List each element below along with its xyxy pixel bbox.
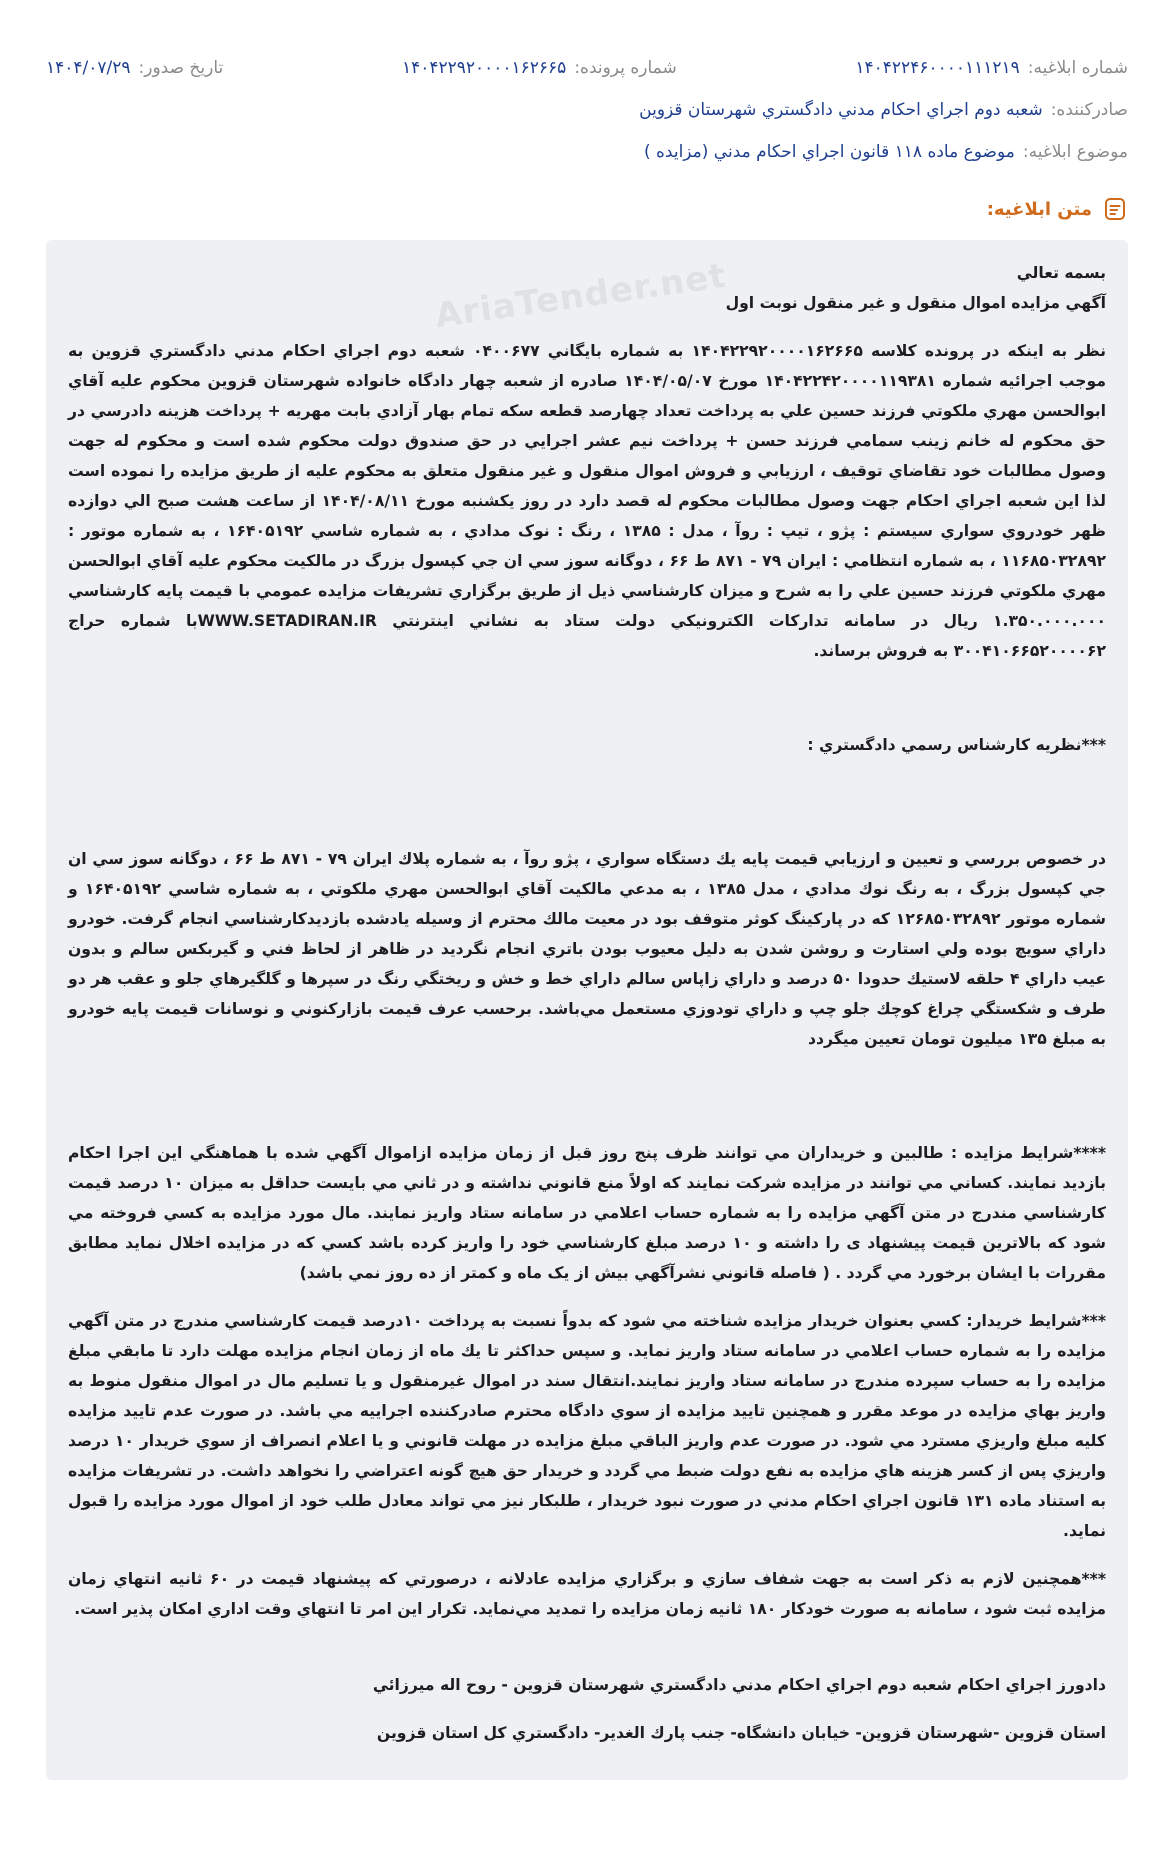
- buyer-terms-paragraph: ***شرايط خريدار: كسي بعنوان خريدار مزايده شناخته مي شود كه بدواً نسبت به پرداخت ۱۰درصد قيمت كارشناسي مندرج در متن آگهي مزايده را به شماره حساب اعلامي در سامانه ستاد واريز نمايد. و سپس حداكثر تا يك ماه از زمان انجام مزايده مهلت دارد تا مابقي مبلغ مزايده را به حساب سپرده مندرج در سامانه ستاد واريز نمايند.انتقال سند در اموال غيرمنقول و يا تسليم مال در اموال منقول منوط به واريز بهاي مزايده در موعد مقرر و همچنين تاييد مزايده از سوي دادگاه محترم صادركننده اجراييه مي باشد. در صورت عدم تاييد مزايده كليه مبلغ واريزي مسترد مي شود. در صورت عدم واريز الباقي مبلغ مزايده در مهلت قانوني و يا اعلام انصراف از سوي خريدار ۱۰ درصد واريزي پس از كسر هزينه هاي مزايده به نفع دولت ضبط مي گردد و خريدار حق هيچ گونه اعتراضي را نخواهد داشت. در تشريفات مزايده به استناد ماده ۱۳۱ قانون اجراي احكام مدني در صورت نبود خريدار ، طلبكار نيز مي تواند معادل طلب خود از اموال مورد مزايده را قبول نمايد.: [68, 1312, 1106, 1540]
- issuer: [46, 92, 1128, 128]
- notice-number-label: شماره ابلاغیه:: [1027, 58, 1128, 78]
- issue-date-label: تاریخ صدور:: [138, 58, 224, 78]
- notice-number: [855, 58, 1128, 78]
- subject-label: موضوع ابلاغیه:: [1022, 142, 1128, 162]
- notice-heading: آگهي مزايده اموال منقول و غير منقول نوبت اول: [725, 294, 1106, 312]
- address: استان قزوين -شهرستان قزوين- خيابان دانشگاه- جنب پارك الغدير- دادگستري كل استان قزوين: [376, 1724, 1106, 1742]
- expert-heading: ***نظريه كارشناس رسمي دادگستري :: [807, 736, 1106, 754]
- notice-number-value: ۱۴۰۴۲۲۴۶۰۰۰۰۱۱۱۲۱۹: [855, 58, 1020, 78]
- extension-note-paragraph: ***همچنين لازم به ذكر است به جهت شفاف سازي و برگزاري مزايده عادلانه ، درصورتي كه پيشنهاد قيمت در ۶۰ ثانيه انتهاي زمان مزايده ثبت شود ، سامانه به صورت خودكار ۱۸۰ ثانيه زمان مزايده را تمديد مي‌نمايد. تكرار اين امر تا انتهاي وقت اداري امكان پذير است.: [68, 1570, 1106, 1618]
- intro-paragraph: نظر به اينكه در پرونده كلاسه ۱۴۰۴۲۲۹۲۰۰۰۰۱۶۲۶۶۵ به شماره بايگاني ۰۴۰۰۶۷۷ شعبه دوم اجراي احكام مدني دادگستري قزوين به موجب اجرائيه شماره ۱۴۰۴۲۲۴۲۰۰۰۰۱۱۹۳۸۱ مورخ ۱۴۰۴/۰۵/۰۷ صادره از شعبه چهار دادگاه خانواده شهرستان قزوين محكوم عليه آقاي ابوالحسن مهري ملكوتي فرزند حسين علي به پرداخت تعداد چهارصد قطعه سكه تمام بهار آزادي بابت مهريه + پرداخت هزينه دادرسي در حق محكوم له خانم زينب سمامي فرزند حسن + پرداخت نيم عشر اجرايي در حق صندوق دولت محكوم شده است و محكوم له جهت وصول مطالبات خود تقاضاي توقيف ، ارزيابي و فروش اموال منقول و غير منقول متعلق به محكوم عليه از طريق مزايده را نموده است لذا اين شعبه اجراي احكام جهت وصول مطالبات محكوم له قصد دارد در روز يكشنبه مورخ ۱۴۰۴/۰۸/۱۱ از ساعت هشت صبح الي دوازده ظهر خودروي سواري سيستم : پژو ، تيپ : روآ ، مدل : ۱۳۸۵ ، رنگ : نوک مدادي ، به شماره شاسي ۱۶۴۰۵۱۹۲ ، به شماره موتور : ۱۱۶۸۵۰۳۲۸۹۲ ، به شماره انتظامي : ايران ۷۹ - ۸۷۱ ط ۶۶ ، دوگانه سوز سي ان جي كپسول بزرگ در مالكيت محكوم عليه آقاي ابوالحسن مهري ملكوتي فرزند حسين علي را به شرح و ميزان كارشناسي ذيل از طريق برگزاري تشريفات مزايده عمومي با قيمت پايه كارشناسي ۱.۳۵۰.۰۰۰.۰۰۰ ريال در سامانه تداركات الكترونيكي دولت ستاد به نشاني اينترنتي WWW.SETADIRAN.IRبا شماره حراج ۳۰۰۴۱۰۶۶۵۲۰۰۰۰۶۲ به فروش برساند.: [68, 342, 1106, 660]
- auction-terms-paragraph: ****شرايط مزايده : طالبين و خريداران مي توانند ظرف پنج روز قبل از زمان مزايده ازاموال آگهي شده با هماهنگي اين اجرا احكام بازديد نمايند. كساني مي توانند در مزايده شركت نمايند كه اولاً منع قانوني نداشته و در ثاني مي بايست حداقل به ميزان ۱۰ درصد قيمت كارشناسي مندرج در متن آگهي مزايده را به شماره حساب اعلامي در سامانه ستاد واريز نمايند. مال مورد مزايده به كسي فروخته مي شود كه بالاترين قيمت پيشنهاد ی را داشته و ۱۰ درصد مبلغ كارشناسي خود را واريز كرده باشد كسي كه در مزايده اخلال نمايد مطابق مقررات با ايشان برخورد مي گردد . ( فاصله قانوني نشرآگهي بيش از يک ماه و کمتر از ده روز نمي باشد): [68, 1144, 1107, 1282]
- case-number: [402, 58, 677, 78]
- notice-meta-row: [46, 50, 1128, 86]
- notice-header: [46, 50, 1128, 170]
- case-number-label: شماره پرونده:: [574, 58, 677, 78]
- section-title-text: متن ابلاغیه:: [986, 198, 1092, 220]
- issuer-label: صادرکننده:: [1050, 100, 1128, 120]
- subject: [46, 134, 1128, 170]
- signature: دادورز اجراي احكام شعبه دوم اجراي احكام مدني دادگستري شهرستان قزوين - روح اله ميرزائي: [372, 1676, 1106, 1694]
- issue-date-value: ۱۴۰۴/۰۷/۲۹: [46, 58, 131, 78]
- expert-paragraph: در خصوص بررسي و تعيين و ارزيابي قيمت پايه يك دستگاه سواري ، پژو روآ ، به شماره پلاك ايران ۷۹ - ۸۷۱ ط ۶۶ ، دوگانه سوز سي ان جي كپسول بزرگ ، به رنگ نوك مدادي ، مدل ۱۳۸۵ ، به مدعي مالكيت آقاي ابوالحسن مهري ملكوتي ، به شماره شاسي ۱۶۴۰۵۱۹۲ و شماره موتور ۱۲۶۸۵۰۳۲۸۹۲ كه در پاركينگ كوثر متوقف بود در معيت مالك محترم از وسيله يادشده بازديدكارشناسي انجام گرفت. خودرو داراي سويچ بوده ولي استارت و روشن شدن به دليل معيوب بودن باتري انجام نگرديد در ظاهر از لحاظ فني و گيربكس سالم و بدون عيب داراي ۴ حلقه لاستيك حدودا ۵۰ درصد و داراي زاپاس سالم داراي خط و خش و ريختگي رنگ در سپرها و گلگيرهاي جلو و عقب هر دو طرف و شكستگي چراغ كوچك جلو چپ و داراي تودوزي مستعمل مي‌باشد. برحسب عرف قيمت بازاركنوني و نوسانات قيمت پايه خودرو به مبلغ ۱۳۵ ميليون تومان تعيين ميگردد: [68, 850, 1107, 1048]
- section-title: [987, 196, 1128, 222]
- case-number-value: ۱۴۰۴۲۲۹۲۰۰۰۰۱۶۲۶۶۵: [401, 58, 567, 78]
- issuer-value: شعبه دوم اجراي احكام مدني دادگستري شهرستان قزوين: [639, 100, 1043, 120]
- greeting: بسمه تعالي: [1016, 264, 1106, 282]
- issue-date: [46, 58, 223, 78]
- subject-value: موضوع ماده ۱۱۸ قانون اجراي احكام مدني (مزايده ): [643, 142, 1015, 162]
- document-text-icon: [1102, 196, 1128, 222]
- notice-content: [46, 240, 1128, 1780]
